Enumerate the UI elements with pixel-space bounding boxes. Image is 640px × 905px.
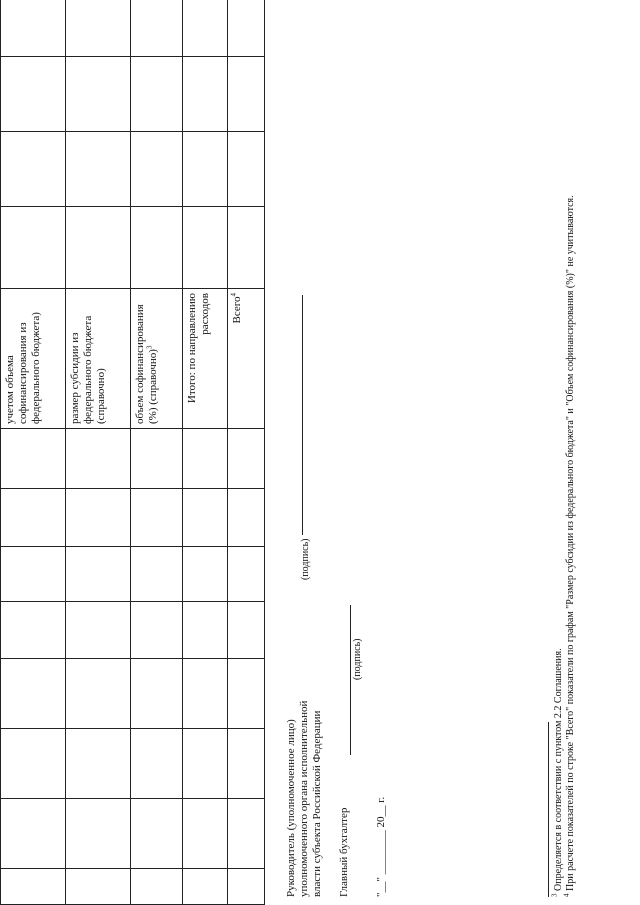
table-cell (130, 429, 182, 489)
table-cell (227, 869, 264, 905)
table-cell (182, 799, 227, 869)
table-cell (182, 659, 227, 729)
subsidy-report-table (0, 0, 265, 905)
table-cell (227, 57, 264, 132)
table-cell (182, 57, 227, 132)
footnote-4 (562, 7, 577, 897)
table-cell (227, 602, 264, 659)
table-cell (227, 207, 264, 289)
table-cell (227, 547, 264, 602)
row-label-subsidy-size: размер субсидии из федерального бюджета (справочно) (65, 289, 130, 429)
table-cell (65, 602, 130, 659)
date-field: "__" ________ 20__ г. (375, 796, 387, 897)
table-cell (130, 659, 182, 729)
table-cell (65, 729, 130, 799)
table-cell (1, 0, 66, 57)
table-cell (227, 0, 264, 57)
table-cell (65, 489, 130, 547)
table-cell (65, 869, 130, 905)
table-cell (65, 429, 130, 489)
table-cell (1, 207, 66, 289)
table-cell (1, 429, 66, 489)
table-cell (130, 489, 182, 547)
table-cell (1, 799, 66, 869)
table-cell (130, 729, 182, 799)
footnote-separator (548, 722, 549, 897)
footnotes (550, 7, 577, 897)
table-cell (182, 729, 227, 799)
table-cell (65, 547, 130, 602)
table-cell (65, 207, 130, 289)
table-cell (130, 602, 182, 659)
table-cell (1, 489, 66, 547)
table-cell (130, 799, 182, 869)
accountant-signature-line (350, 605, 351, 755)
table-row (182, 0, 227, 905)
table-cell (182, 0, 227, 57)
footnote-mark: 4 (228, 293, 237, 297)
table-cell (1, 869, 66, 905)
table-cell (65, 799, 130, 869)
table-cell (182, 602, 227, 659)
row-label-cofinancing-percent: объем софинансирования (%) (справочно)$^3$ (130, 289, 182, 429)
row-label-subtotal: Итого: по направлению расходов (182, 289, 227, 429)
head-signature-line (302, 295, 303, 535)
table-cell (1, 729, 66, 799)
table-cell (227, 429, 264, 489)
table-cell (182, 869, 227, 905)
table-cell (182, 429, 227, 489)
accountant-title: Главный бухгалтер (338, 807, 350, 897)
row-label-total: Всего$^4$ (227, 289, 264, 429)
table-cell (1, 659, 66, 729)
table-cell (227, 132, 264, 207)
table-cell (65, 57, 130, 132)
table-cell (182, 547, 227, 602)
head-signature-caption: (подпись) (300, 538, 311, 580)
table-row (130, 0, 182, 905)
table-cell (227, 489, 264, 547)
table-cell (227, 799, 264, 869)
table-cell (130, 869, 182, 905)
table-cell (130, 57, 182, 132)
table-cell (1, 57, 66, 132)
footnote-3 (550, 7, 565, 897)
table-cell (65, 659, 130, 729)
row-label-cofinancing-basis: учетом объема софинансирования из федерального бюджета) (1, 289, 66, 429)
table-cell (227, 659, 264, 729)
footnote-mark: 3 (550, 893, 559, 897)
table-cell (1, 602, 66, 659)
table-row (65, 0, 130, 905)
table-cell (1, 132, 66, 207)
head-signatory-title: Руководитель (уполномоченное лицо) уполномоченного органа исполнительной власти субъекта Российской Федерации (285, 700, 323, 897)
table-cell (182, 207, 227, 289)
table-cell (227, 729, 264, 799)
footnote-3-text: Определяется в соответствии с пунктом 2.2 Соглашения. (553, 648, 564, 891)
footnote-4-text: При расчете показателей по строке "Всего" показатели по графам "Размер субсидии из федерального бюджета" и "Объем софинансирования (%)" не учитываются. (565, 195, 576, 891)
table-cell (182, 132, 227, 207)
table-cell (1, 547, 66, 602)
accountant-signature-caption: (подпись) (352, 638, 363, 680)
table-cell (130, 132, 182, 207)
table-cell (182, 489, 227, 547)
table-cell (130, 0, 182, 57)
table-row (1, 0, 66, 905)
table-cell (65, 0, 130, 57)
footnote-mark: 4 (562, 893, 571, 897)
footnote-mark: 3 (144, 345, 153, 350)
table-cell (130, 547, 182, 602)
table-cell (130, 207, 182, 289)
table-row (227, 0, 264, 905)
table-cell (65, 132, 130, 207)
